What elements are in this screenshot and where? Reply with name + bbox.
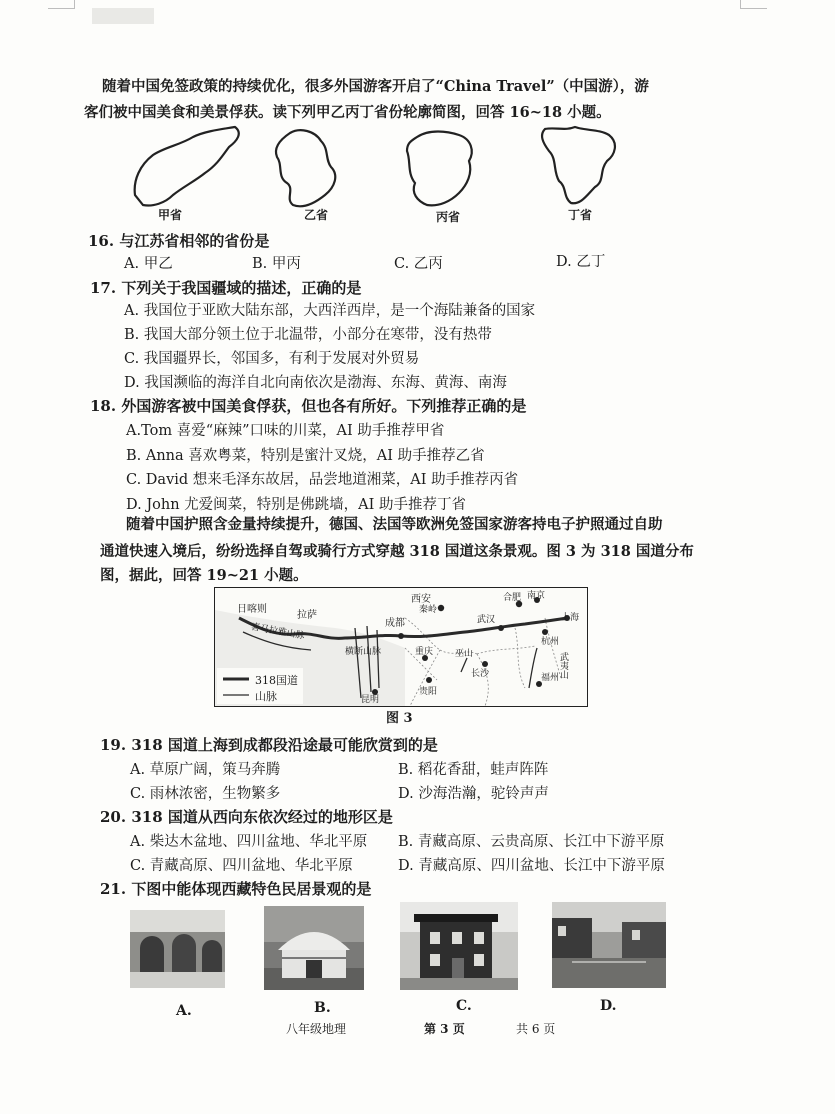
crop-mark-left — [48, 0, 75, 9]
map-label-chengdu: 成都 — [385, 618, 405, 629]
photo-label-a: A. — [176, 1003, 192, 1019]
map-label-kunming: 昆明 — [361, 695, 380, 705]
province-outlines — [125, 125, 685, 225]
map-label-wuyi: 武夷山 — [558, 652, 568, 679]
map-label-hangzhou: 杭州 — [541, 637, 560, 647]
wuyi-mountain-line — [529, 648, 537, 688]
photo-a-cave-dwelling — [130, 910, 225, 988]
map-label-shanghai: 上海 — [561, 613, 580, 623]
province-label-jia: 甲省 — [157, 208, 182, 222]
question-20-option-d: D. 青藏高原、四川盆地、长江中下游平原 — [398, 858, 665, 874]
city-dot-chengdu — [398, 633, 404, 639]
question-18-option-d: D. John 尤爱闽菜，特别是佛跳墙，AI 助手推荐丁省 — [126, 497, 466, 513]
map-label-himalaya: 喜马拉雅山脉 — [250, 622, 306, 642]
city-dot-xian — [438, 605, 444, 611]
question-19-option-b: B. 稻花香甜，蛙声阵阵 — [398, 762, 549, 778]
route-318-map — [214, 587, 588, 707]
intro-paragraph-2-line-3: 图，据此，回答 19~21 小题。 — [100, 567, 308, 584]
question-20-option-a: A. 柴达木盆地、四川盆地、华北平原 — [130, 834, 368, 850]
question-17-option-c: C. 我国疆界长，邻国多，有利于发展对外贸易 — [124, 351, 420, 367]
question-18-stem: 18. 外国游客被中国美食俘获，但也各有所好。下列推荐正确的是 — [90, 397, 527, 415]
map-label-wuhan: 武汉 — [477, 615, 496, 625]
map-label-chongqing: 重庆 — [415, 647, 434, 657]
photo-b-yurt — [264, 906, 364, 990]
map-label-fuzhou: 福州 — [541, 673, 560, 683]
question-18-option-b: B. Anna 喜欢粤菜，特别是蜜汁叉烧，AI 助手推荐乙省 — [126, 448, 485, 464]
map-label-hefei: 合肥 — [503, 593, 522, 603]
intro-paragraph-2-line-1: 随着中国护照含金量持续提升，德国、法国等欧洲免签国家游客持电子护照通过自助 — [126, 516, 663, 533]
photo-label-d: D. — [600, 998, 617, 1014]
question-16-option-a: A. 甲乙 — [124, 256, 173, 272]
city-dot-wuhan — [498, 625, 504, 631]
question-19-option-d: D. 沙海浩瀚，驼铃声声 — [398, 786, 549, 802]
crop-mark-right — [740, 0, 767, 9]
province-yi-outline — [276, 130, 335, 206]
photo-c-tibetan-house — [400, 902, 518, 990]
question-20-stem: 20. 318 国道从西向东依次经过的地形区是 — [100, 808, 393, 826]
map-label-nanjing: 南京 — [527, 591, 546, 601]
question-18-option-c: C. David 想来毛泽东故居，品尝地道湘菜，AI 助手推荐丙省 — [126, 472, 519, 488]
footer-subject: 八年级地理 — [286, 1022, 347, 1036]
province-ding-outline — [542, 127, 615, 203]
question-19-stem: 19. 318 国道上海到成都段沿途最可能欣赏到的是 — [100, 736, 438, 754]
intro-paragraph-1-line-1: 随着中国免签政策的持续优化，很多外国游客开启了“China Travel”（中国游），游 — [102, 78, 649, 95]
map-label-guiyang: 贵阳 — [419, 687, 438, 697]
photo-label-c: C. — [456, 998, 472, 1014]
map-caption: 图 3 — [386, 711, 413, 726]
map-label-changsha: 长沙 — [471, 669, 490, 679]
map-label-qinling: 秦岭 — [419, 605, 438, 615]
question-17-option-b: B. 我国大部分领土位于北温带，小部分在寒带，没有热带 — [124, 327, 492, 343]
question-16-option-d: D. 乙丁 — [556, 254, 606, 270]
footer-page-number: 第 3 页 — [424, 1022, 465, 1036]
question-16-option-b: B. 甲丙 — [252, 256, 301, 272]
legend-mountain-label: 山脉 — [255, 690, 277, 703]
wushan-mountain-line — [461, 658, 467, 672]
photo-label-b: B. — [314, 1000, 331, 1016]
province-label-bing: 丙省 — [435, 210, 460, 224]
map-label-wushan: 巫山 — [455, 649, 474, 659]
question-20-option-b: B. 青藏高原、云贵高原、长江中下游平原 — [398, 834, 665, 850]
map-label-lhasa: 拉萨 — [297, 610, 317, 621]
footer-total-pages: 共 6 页 — [516, 1022, 556, 1036]
map-label-xian: 西安 — [411, 594, 431, 605]
map-label-shigatse: 日喀则 — [237, 604, 267, 615]
province-label-yi: 乙省 — [303, 208, 328, 222]
province-bing-outline — [407, 132, 472, 206]
legend-route-label: 318国道 — [255, 674, 298, 687]
intro-paragraph-1-line-2: 客们被中国美食和美景俘获。读下列甲乙丙丁省份轮廓简图，回答 16~18 小题。 — [84, 104, 611, 121]
photo-d-water-town — [552, 902, 666, 988]
question-18-option-a: A.Tom 喜爱“麻辣”口味的川菜，AI 助手推荐甲省 — [126, 423, 445, 439]
question-16-stem: 16. 与江苏省相邻的省份是 — [88, 232, 270, 250]
question-19-option-c: C. 雨林浓密，生物繁多 — [130, 786, 281, 802]
intro-paragraph-2-line-2: 通道快速入境后，纷纷选择自驾或骑行方式穿越 318 国道这条景观。图 3 为 318 国道分布 — [100, 543, 694, 560]
question-17-option-d: D. 我国濒临的海洋自北向南依次是渤海、东海、黄海、南海 — [124, 375, 507, 391]
province-label-ding: 丁省 — [567, 208, 592, 222]
question-20-option-c: C. 青藏高原、四川盆地、华北平原 — [130, 858, 353, 874]
question-16-option-c: C. 乙丙 — [394, 256, 443, 272]
faded-header-stamp — [92, 8, 154, 24]
question-21-stem: 21. 下图中能体现西藏特色民居景观的是 — [100, 880, 372, 898]
question-19-option-a: A. 草原广阔，策马奔腾 — [130, 762, 281, 778]
question-17-option-a: A. 我国位于亚欧大陆东部，大西洋西岸，是一个海陆兼备的国家 — [124, 303, 536, 319]
question-17-stem: 17. 下列关于我国疆域的描述，正确的是 — [90, 279, 362, 297]
province-jia-outline — [135, 127, 239, 206]
city-dot-guiyang — [426, 677, 432, 683]
map-label-hengduan: 横断山脉 — [345, 647, 382, 657]
